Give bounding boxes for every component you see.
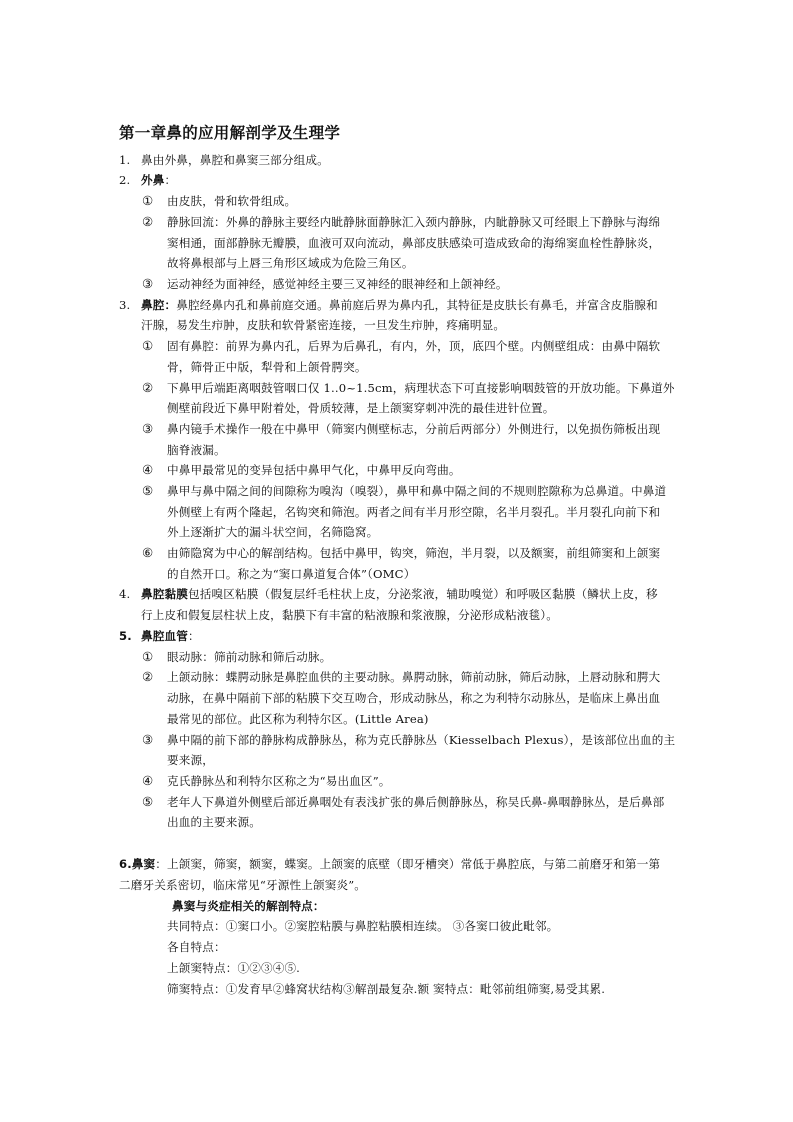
item-heading: 鼻腔黏膜 <box>141 587 188 601</box>
continuation-line: 汗腺，易发生疖肿，皮肤和软骨紧密连接，一旦发生疖肿，疼痛明显。 <box>141 318 506 332</box>
sub-item-text: 固有鼻腔：前界为鼻内孔，后界为后鼻孔，有内，外，顶，底四个壁。内侧壁组成：由鼻中隔软 <box>167 339 661 353</box>
circled-number: ② <box>142 214 154 229</box>
circled-number: ② <box>142 669 154 684</box>
circled-number: ① <box>142 649 154 664</box>
sub-item <box>142 339 660 353</box>
item-heading: 鼻腔： <box>141 298 177 312</box>
sub-item <box>142 650 331 664</box>
continuation-line: 要来源， <box>167 753 214 767</box>
sub-item <box>142 381 675 395</box>
item-3 <box>119 298 658 312</box>
sub-item-text: 眼动脉：筛前动脉和筛后动脉。 <box>167 650 332 664</box>
section-subtitle: 鼻窦与炎症相关的解剖特点： <box>172 899 325 913</box>
sub-item-text: 鼻甲与鼻中隔之间的间隙称为嗅沟（嗅裂），鼻甲和鼻中隔之间的不规则腔隙称为总鼻道。中鼻道 <box>167 484 667 498</box>
circled-number: ③ <box>142 276 154 291</box>
sub-item-text: 克氏静脉丛和利特尔区称之为“易出血区”。 <box>167 774 391 788</box>
sub-item <box>142 277 508 291</box>
circled-number: ⑥ <box>142 545 154 560</box>
sub-item <box>142 215 660 229</box>
ethmoid-frontal-sinus-features: 筛窦特点：①发育早②蜂窝状结构③解剖最复杂.额 窦特点：毗邻前组筛窦,易受其累. <box>167 982 606 996</box>
chapter-title: 第一章鼻的应用解剖学及生理学 <box>119 124 341 142</box>
item-heading: 外鼻 <box>141 173 165 187</box>
continuation-line: 侧壁前段近下鼻甲附着处，骨质较薄，是上颌窦穿刺冲洗的最佳进针位置。 <box>167 401 555 415</box>
item-5 <box>119 629 200 643</box>
circled-number: ④ <box>142 773 154 788</box>
continuation-line: 行上皮和假复层柱状上皮，黏膜下有丰富的粘液腺和浆液腺，分泌形成粘液毯）。 <box>141 608 558 622</box>
sub-item-text: 运动神经为面神经，感觉神经主要三叉神经的眼神经和上颌神经。 <box>167 277 508 291</box>
circled-number: ③ <box>142 732 154 747</box>
item-1 <box>119 153 329 167</box>
individual-features: 各自特点： <box>167 940 226 954</box>
item-number: 4. <box>119 587 131 601</box>
sub-item-text: 老年人下鼻道外侧壁后部近鼻咽处有表浅扩张的鼻后侧静脉丛，称吴氏鼻-鼻咽静脉丛，是后鼻部 <box>167 795 665 809</box>
continuation-line: 外上逐渐扩大的漏斗状空间，名筛隐窝。 <box>167 525 379 539</box>
sub-item <box>142 733 675 747</box>
sub-item-text: 下鼻甲后端距离咽鼓管咽口仅 1..0~1.5cm，病理状态下可直接影响咽鼓管的开放功能。下鼻道外 <box>167 381 675 395</box>
continuation-line: 故将鼻根部与上唇三角形区域成为危险三角区。 <box>167 256 414 270</box>
circled-number: ⑤ <box>142 483 154 498</box>
sub-item <box>142 774 391 788</box>
continuation-line: 最常见的部位。此区称为利特尔区。(Little Area) <box>167 712 429 726</box>
item-text: 鼻腔经鼻内孔和鼻前庭交通。鼻前庭后界为鼻内孔，其特征是皮肤长有鼻毛，并富含皮脂腺和 <box>176 298 658 312</box>
sub-item <box>142 484 666 498</box>
continuation-line: 脑脊液漏。 <box>167 443 226 457</box>
item-6 <box>119 857 660 871</box>
item-text: ： <box>187 629 200 643</box>
sub-item-text: 由筛隐窝为中心的解剖结构。包括中鼻甲，钩突，筛泡，半月裂，以及额窦，前组筛窦和上颌窦 <box>167 546 661 560</box>
sub-item-text: 鼻内镜手术操作一般在中鼻甲（筛窦内侧壁标志，分前后两部分）外侧进行，以免损伤筛板出现 <box>167 422 661 436</box>
item-number: 5. <box>119 629 132 643</box>
item-2 <box>119 173 176 187</box>
sub-item-text: 上颌动脉：蝶腭动脉是鼻腔血供的主要动脉。鼻腭动脉，筛前动脉，筛后动脉，上唇动脉和腭大 <box>167 670 661 684</box>
continuation-line: 二磨牙关系密切，临床常见“牙源性上颌窦炎”。 <box>119 878 367 892</box>
continuation-line: 的自然开口。称之为“窦口鼻道复合体”（OMC） <box>167 567 416 581</box>
circled-number: ① <box>142 193 154 208</box>
common-features: 共同特点：①窦口小。②窦腔粘膜与鼻腔粘膜相连续。 ③各窦口彼此毗邻。 <box>167 919 559 933</box>
item-text: 包括嗅区粘膜（假复层纤毛柱状上皮，分泌浆液，辅助嗅觉）和呼吸区黏膜（鳞状上皮，移 <box>187 587 658 601</box>
item-number: 1. <box>119 153 131 167</box>
item-text: ：上颌窦，筛窦，额窦，蝶窦。上颌窦的底壁（即牙槽突）常低于鼻腔底，与第二前磨牙和第一第 <box>155 857 661 871</box>
circled-number: ④ <box>142 462 154 477</box>
sub-item-text: 静脉回流：外鼻的静脉主要经内眦静脉面静脉汇入颈内静脉，内眦静脉又可经眼上下静脉与海绵 <box>167 215 661 229</box>
sub-item <box>142 422 660 436</box>
circled-number: ② <box>142 380 154 395</box>
sub-item <box>142 670 660 684</box>
circled-number: ③ <box>142 421 154 436</box>
item-heading: 鼻腔血管 <box>141 629 188 643</box>
item-number: 3. <box>119 298 131 312</box>
sub-item <box>142 463 461 477</box>
sub-item-text: 中鼻甲最常见的变异包括中鼻甲气化，中鼻甲反向弯曲。 <box>167 463 461 477</box>
continuation-line: 出血的主要来源。 <box>167 815 261 829</box>
continuation-line: 外侧壁上有两个隆起，名钩突和筛泡。两者之间有半月形空隙，名半月裂孔。半月裂孔向前下和 <box>167 505 661 519</box>
item-4 <box>119 587 658 601</box>
sub-item-text: 鼻中隔的前下部的静脉构成静脉丛，称为克氏静脉丛（Kiesselbach Plexus），是该部位出血的主 <box>167 733 676 747</box>
circled-number: ⑤ <box>142 794 154 809</box>
item-text: 鼻由外鼻，鼻腔和鼻窦三部分组成。 <box>141 153 329 167</box>
sub-item <box>142 795 664 809</box>
item-heading: 6.鼻窦 <box>119 857 156 871</box>
circled-number: ① <box>142 338 154 353</box>
continuation-line: 动脉，在鼻中隔前下部的粘膜下交互吻合，形成动脉丛，称之为利特尔动脉丛，是临床上鼻出血 <box>167 691 661 705</box>
maxillary-sinus-features: 上颌窦特点：①②③④⑤. <box>167 961 301 975</box>
sub-item-text: 由皮肤，骨和软骨组成。 <box>167 194 297 208</box>
sub-item <box>142 194 296 208</box>
item-number: 2. <box>119 173 131 187</box>
sub-item <box>142 546 660 560</box>
item-text: ： <box>164 173 177 187</box>
continuation-line: 窦相通，面部静脉无瓣膜，血液可双向流动，鼻部皮肤感染可造成致命的海绵窦血栓性静脉炎， <box>167 236 661 250</box>
continuation-line: 骨，筛骨正中版，犁骨和上颌骨腭突。 <box>167 360 367 374</box>
